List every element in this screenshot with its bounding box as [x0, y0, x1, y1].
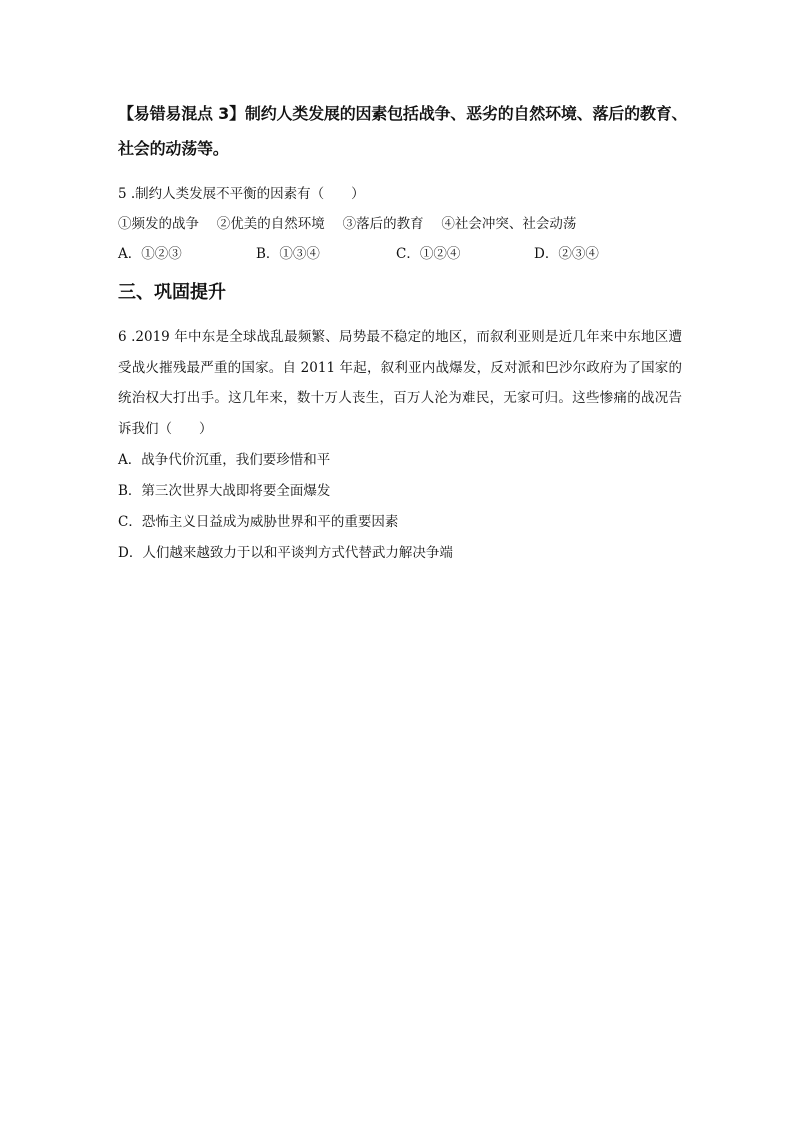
question-5-option-b: B．①③④: [256, 246, 320, 262]
question-6-stem: 6 .2019 年中东是全球战乱最频繁、局势最不稳定的地区，而叙利亚则是近几年来中东地区遭受战火摧残最严重的国家。自 2011 年起，叙利亚内战爆发，反对派和巴沙尔政府为了国家的统治权大打出手。这几年来，数十万人丧生，百万人沦为难民，无家可归。这些惨痛的战况告诉我们（ ）: [118, 329, 682, 437]
question-5-stem: 5 .制约人类发展不平衡的因素有（ ）: [118, 186, 365, 202]
section-title: 三、巩固提升: [118, 282, 226, 303]
question-5-statements: ①频发的战争 ②优美的自然环境 ③落后的教育 ④社会冲突、社会动荡: [118, 216, 577, 232]
question-5-option-a: A．①②③: [118, 246, 182, 262]
question-6-option-d: D．人们越来越致力于以和平谈判方式代替武力解决争端: [118, 545, 453, 561]
question-6-option-c: C．恐怖主义日益成为威胁世界和平的重要因素: [118, 514, 399, 530]
error-prone-tip: 【易错易混点 3】制约人类发展的因素包括战争、恶劣的自然环境、落后的教育、社会的动荡等。: [118, 104, 688, 158]
question-5-option-c: C．①②④: [396, 246, 461, 262]
question-5-option-d: D．②③④: [534, 246, 599, 262]
question-6-option-b: B．第三次世界大战即将要全面爆发: [118, 483, 331, 499]
question-5-options: [118, 244, 688, 264]
question-6-option-a: A．战争代价沉重，我们要珍惜和平: [118, 452, 331, 468]
